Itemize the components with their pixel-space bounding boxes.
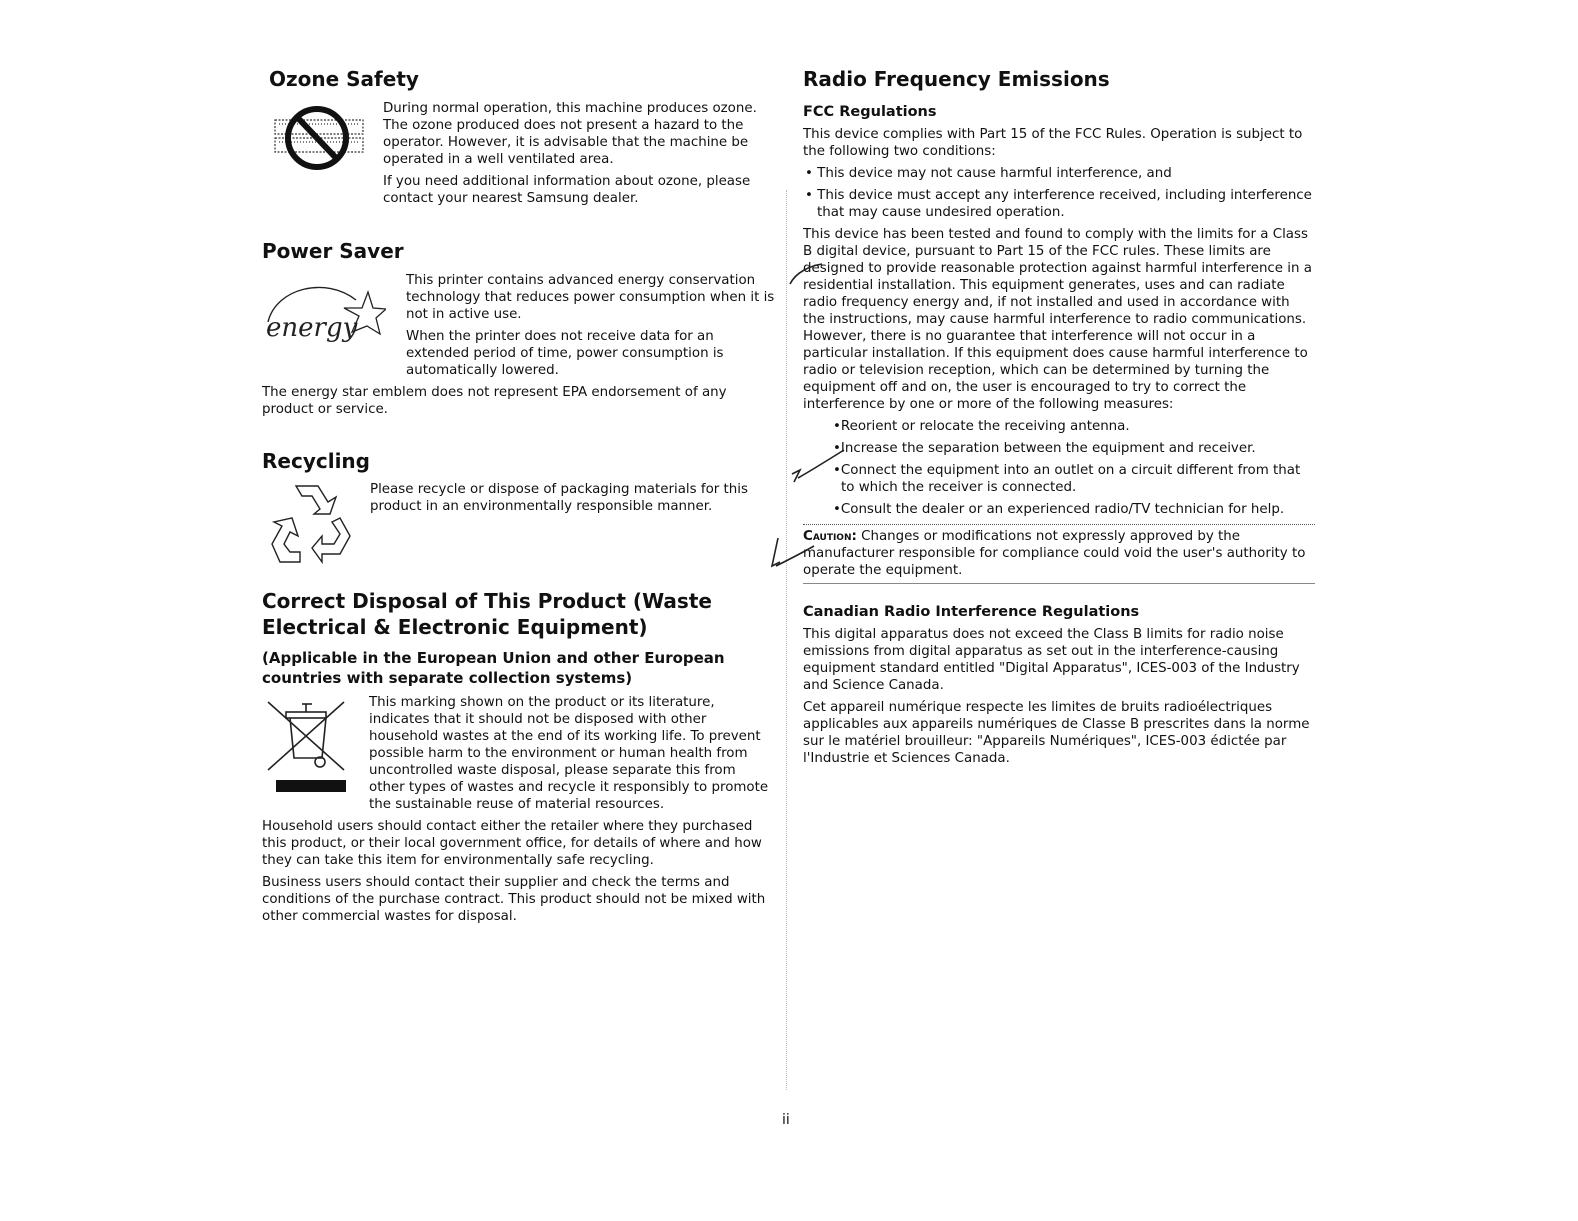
canadian-english-paragraph: This digital apparatus does not exceed the Class B limits for radio noise emissions from digital apparatus as set out in the interference-causing equipment standard entitled "Digital Apparatus", ICES-003 of the Industry and Science Canada. — [803, 627, 1300, 693]
handwritten-mark — [764, 528, 816, 572]
disposal-heading: Correct Disposal of This Product (Waste Electrical & Electronic Equipment) — [262, 589, 712, 639]
list-item: • This device may not cause harmful interference, and — [805, 166, 1172, 181]
ozone-paragraph: If you need additional information about ozone, please contact your nearest Samsung dealer. — [383, 174, 751, 206]
fcc-heading: FCC Regulations — [803, 104, 937, 120]
caution-label: Caution: — [803, 529, 857, 544]
power-saver-paragraph: When the printer does not receive data for an extended period of time, power consumption is automatically lowered. — [406, 329, 724, 378]
canadian-french-paragraph: Cet appareil numérique respecte les limites de bruits radioélectriques applicables aux appareils numériques de Classe B prescrites dans la norme sur le matériel brouilleur: "Appareils Numériques", ICES-003 édictée par l'Industrie et Sciences Canada. — [803, 700, 1310, 766]
recycling-section — [262, 448, 782, 514]
recycling-paragraph: Please recycle or dispose of packaging materials for this product in an environmentally responsible manner. — [370, 482, 748, 514]
fcc-body: This device has been tested and found to comply with the limits for a Class B digital device, pursuant to Part 15 of the FCC rules. These limits are designed to provide reasonable protection against harmful interference in a residential installation. This equipment generates, uses and can radiate radio frequency energy and, if not installed and used in accordance with the instructions, may cause harmful interference to radio communications. However, there is no guarantee that interference will not occur in a particular installation. If this equipment does cause harmful interference to radio or television reception, which can be determined by turning the equipment off and on, the user is encouraged to try to correct the interference by one or more of the following measures: — [803, 227, 1312, 412]
list-item: •Connect the equipment into an outlet on a circuit different from that to which the receiver is connected. — [833, 463, 1301, 495]
energy-star-note: The energy star emblem does not represent EPA endorsement of any product or service. — [262, 385, 727, 417]
disposal-users-text — [262, 818, 776, 930]
fcc-intro: This device complies with Part 15 of the FCC Rules. Operation is subject to the following two conditions: — [803, 127, 1303, 159]
power-saver-text — [406, 272, 776, 384]
ozone-paragraph: During normal operation, this machine produces ozone. The ozone produced does not present a hazard to the operator. However, it is advisable that the machine be operated in a well ventilated area. — [383, 101, 757, 167]
disposal-text — [369, 694, 775, 818]
ozone-heading: Ozone Safety — [269, 67, 419, 91]
right-column — [803, 66, 1315, 772]
crossed-out-wheelie-bin-icon — [264, 698, 352, 794]
page-number: ii — [782, 1112, 790, 1128]
fcc-measures-list — [803, 418, 1315, 518]
power-saver-paragraph: This printer contains advanced energy conservation technology that reduces power consumption when it is not in active use. — [406, 273, 775, 322]
power-saver-heading: Power Saver — [262, 239, 404, 263]
list-item: •Reorient or relocate the receiving antenna. — [833, 419, 1130, 434]
recycling-heading: Recycling — [262, 449, 370, 473]
power-saver-section — [262, 238, 782, 417]
business-users-paragraph: Business users should contact their supplier and check the terms and conditions of the purchase contract. This product should not be mixed with other commercial wastes for disposal. — [262, 875, 766, 924]
recycle-icon — [270, 480, 354, 566]
disposal-paragraph: This marking shown on the product or its literature, indicates that it should not be disposed with other household wastes at the end of its working life. To prevent possible harm to the environment or human health from uncontrolled waste disposal, please separate this from other types of wastes and recycle it responsibly to promote the sustainable reuse of material resources. — [369, 695, 769, 812]
handwritten-mark — [786, 262, 826, 288]
caution-text: Changes or modifications not expressly approved by the manufacturer responsible for compliance could void the user's authority to operate the equipment. — [803, 529, 1306, 578]
fcc-conditions-list — [803, 165, 1315, 221]
list-item: •Increase the separation between the equipment and receiver. — [833, 441, 1256, 456]
radio-frequency-heading: Radio Frequency Emissions — [803, 67, 1110, 91]
handwritten-mark — [788, 444, 848, 484]
disposal-subheading: (Applicable in the European Union and other European countries with separate collection systems) — [262, 649, 725, 687]
no-ozone-icon — [269, 100, 369, 180]
column-divider — [786, 190, 787, 1090]
list-item: •Consult the dealer or an experienced radio/TV technician for help. — [833, 502, 1285, 517]
canadian-heading: Canadian Radio Interference Regulations — [803, 604, 1140, 620]
svg-text:energy: energy — [266, 313, 358, 343]
energy-star-icon — [256, 276, 386, 356]
ozone-text — [383, 100, 775, 212]
ozone-section — [269, 66, 781, 206]
disposal-section — [262, 588, 782, 924]
household-users-paragraph: Household users should contact either the retailer where they purchased this product, or their local government office, for details of where and how they can take this item for environmentally safe recycling. — [262, 819, 762, 868]
caution-box — [803, 524, 1315, 584]
list-item: • This device must accept any interference received, including interference that may cause undesired operation. — [805, 188, 1312, 220]
